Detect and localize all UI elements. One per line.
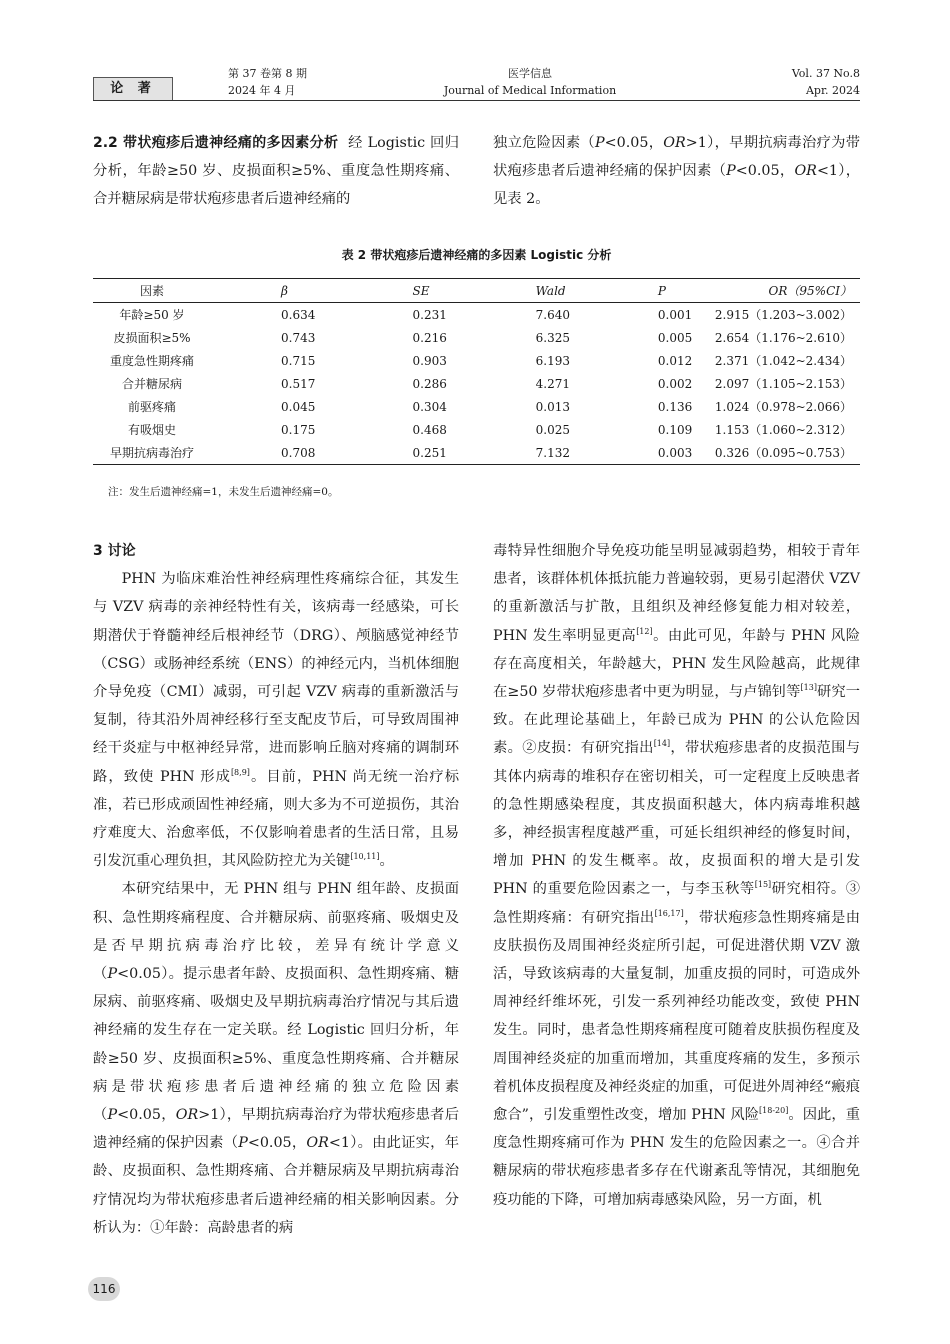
table-header-row: [93, 279, 860, 303]
table-row: 合并糖尿病 0.517 0.286 4.271 0.002 2.097（1.105~2.153）: [121, 376, 852, 391]
section-2-2-heading: 2.2 带状疱疹后遗神经痛的多因素分析: [93, 135, 339, 151]
section-tag: 论 著: [93, 77, 173, 101]
citation: [10,11]: [350, 852, 380, 862]
volume-issue: 第 37 卷第 8 期: [228, 67, 307, 80]
table-row: 年龄≥50 岁 0.634 0.231 7.640 0.001 2.915（1.203~3.002）: [119, 307, 852, 322]
journal-title-en: Journal of Medical Information: [443, 84, 617, 97]
table-row: 有吸烟史 0.175 0.468 0.025 0.109 1.153（1.060~2.312）: [127, 422, 852, 437]
discussion-paragraph-3: 毒特异性细胞介导免疫功能呈明显减弱趋势，相较于青年患者，该群体机体抵抗能力普遍较弱，更易引起潜伏 VZV 的重新激活与扩散，且组织及神经修复能力相对较差，PHN 发生率明显更高[12]。由此可见，年龄与 PHN 风险存在高度相关，年龄越大，PHN 发生风险越高，此规律在≥50 岁带状疱疹患者中更为明显，与卢锦钊等[13]研究一致。在此理论基础上，年龄已成为 PHN 的公认危险因素。②皮损：有研究指出[14]，带状疱疹患者的皮损范围与其体内病毒的堆积存在密切相关，可一定程度上反映患者的急性期感染程度，其皮损面积越大，体内病毒堆积越多，神经损害程度越严重，可延长组织神经的修复时间，增加 PHN 的发生概率。故，皮损面积的增大是引发 PHN 的重要危险因素之一，与李玉秋等[15]研究相符。③急性期疼痛：有研究指出[16,17]，带状疱疹急性期疼痛是由皮肤损伤及周围神经炎症所引起，可促进潜伏期 VZV 激活，导致该病毒的大量复制，加重皮损的同时，可造成外周神经纤维坏死，引发一系列神经功能改变，致使 PHN 发生。同时，患者急性期疼痛程度可随着皮肤损伤程度及周围神经炎症的加重而增加，其重度疼痛的发生，多预示着机体皮损程度及神经炎症的加重，可促进外周神经“瘢痕愈合”，引发重塑性改变，增加 PHN 风险[18-20]。因此，重度急性期疼痛可作为 PHN 发生的危险因素之一。④合并糖尿病的带状疱疹患者多存在代谢紊乱等情况，其细胞免疫功能的下降，可增加病毒感染风险，另一方面，机: [493, 543, 861, 1208]
col-p: P: [657, 283, 666, 298]
table-row: 早期抗病毒治疗 0.708 0.251 7.132 0.003 0.326（0.095~0.753）: [93, 441, 860, 465]
volume-en: Vol. 37 No.8: [791, 67, 860, 80]
issue-date-en: Apr. 2024: [805, 84, 860, 97]
section-2-2-text: 经 Logistic 回归分析，年龄≥50 岁、皮损面积≥5%、重度急性期疼痛、合并糖尿病是带状疱疹患者后遗神经痛的: [93, 135, 459, 208]
header-rule: [93, 100, 860, 101]
table-row: 重度急性期疼痛 0.715 0.903 6.193 0.012 2.371（1.042~2.434）: [109, 353, 852, 368]
citation: [16,17]: [654, 908, 684, 918]
citation: [8,9]: [230, 767, 250, 777]
discussion-right: [493, 537, 860, 1214]
table-note: 注：发生后遗神经痛=1，未发生后遗神经痛=0。: [108, 486, 339, 498]
table-row: 皮损面积≥5% 0.743 0.216 6.325 0.005 2.654（1.176~2.610）: [113, 330, 852, 345]
citation: [18-20]: [759, 1106, 789, 1116]
citation: [15]: [754, 880, 772, 890]
table-caption: 表 2 带状疱疹后遗神经痛的多因素 Logistic 分析: [341, 248, 612, 262]
citation: [12]: [636, 626, 653, 636]
col-factor: 因素: [139, 284, 164, 298]
col-wald: Wald: [535, 283, 566, 298]
col-beta: β: [281, 283, 288, 298]
col-or: OR（95%CI）: [768, 284, 852, 298]
discussion-heading: 3 讨论: [93, 543, 136, 559]
section-2-2-right: 独立危险因素（P<0.05，OR>1），早期抗病毒治疗为带状疱疹患者后遗神经痛的保护因素（P<0.05，OR<1），见表 2。: [493, 135, 861, 208]
citation: [13]: [800, 683, 817, 693]
journal-title-cn: 医学信息: [508, 67, 552, 80]
page-number: 116: [88, 1277, 120, 1301]
discussion-left: [93, 537, 459, 1242]
table-row: 前驱疼痛 0.045 0.304 0.013 0.136 1.024（0.978~2.066）: [127, 399, 852, 414]
issue-date-cn: 2024 年 4 月: [228, 84, 296, 97]
col-se: SE: [412, 283, 430, 298]
discussion-paragraph-2: 本研究结果中，无 PHN 组与 PHN 组年龄、皮损面积、急性期疼痛程度、合并糖尿病、前驱疼痛、吸烟史及是否早期抗病毒治疗比较，差异有统计学意义（P<0.05）。提示患者年龄、皮损面积、急性期疼痛、糖尿病、前驱疼痛、吸烟史及早期抗病毒治疗情况与其后遗神经痛的发生存在一定关联。经 Logistic 回归分析，年龄≥50 岁、皮损面积≥5%、重度急性期疼痛、合并糖尿病是带状疱疹患者后遗神经痛的独立危险因素（P<0.05，OR>1），早期抗病毒治疗为带状疱疹患者后遗神经痛的保护因素（P<0.05，OR<1）。由此证实，年龄、皮损面积、急性期疼痛、合并糖尿病及早期抗病毒治疗情况均为带状疱疹患者后遗神经痛的相关影响因素。分析认为：①年龄：高龄患者的病: [93, 881, 460, 1236]
discussion-paragraph-1: PHN 为临床难治性神经病理性疼痛综合征，其发生与 VZV 病毒的亲神经特性有关，该病毒一经感染，可长期潜伏于脊髓神经后根神经节（DRG）、颅脑感觉神经节（CSG）或肠神经系统（ENS）的神经元内，当机体细胞介导免疫（CMI）减弱，可引起 VZV 病毒的重新激活与复制，待其沿外周神经移行至支配皮节后，可导致周围神经干炎症与中枢神经异常，进而影响丘脑对疼痛的调制环路，致使 PHN 形成[8,9]。目前，PHN 尚无统一治疗标准，若已形成顽固性神经痛，则大多为不可逆损伤，其治疗难度大、治愈率低，不仅影响着患者的生活日常，且易引发沉重心理负担，其风险防控尤为关键[10,11]。: [93, 571, 459, 870]
citation: [14]: [653, 739, 671, 749]
logistic-table: [93, 278, 860, 465]
section-2-2-left: [93, 129, 459, 214]
